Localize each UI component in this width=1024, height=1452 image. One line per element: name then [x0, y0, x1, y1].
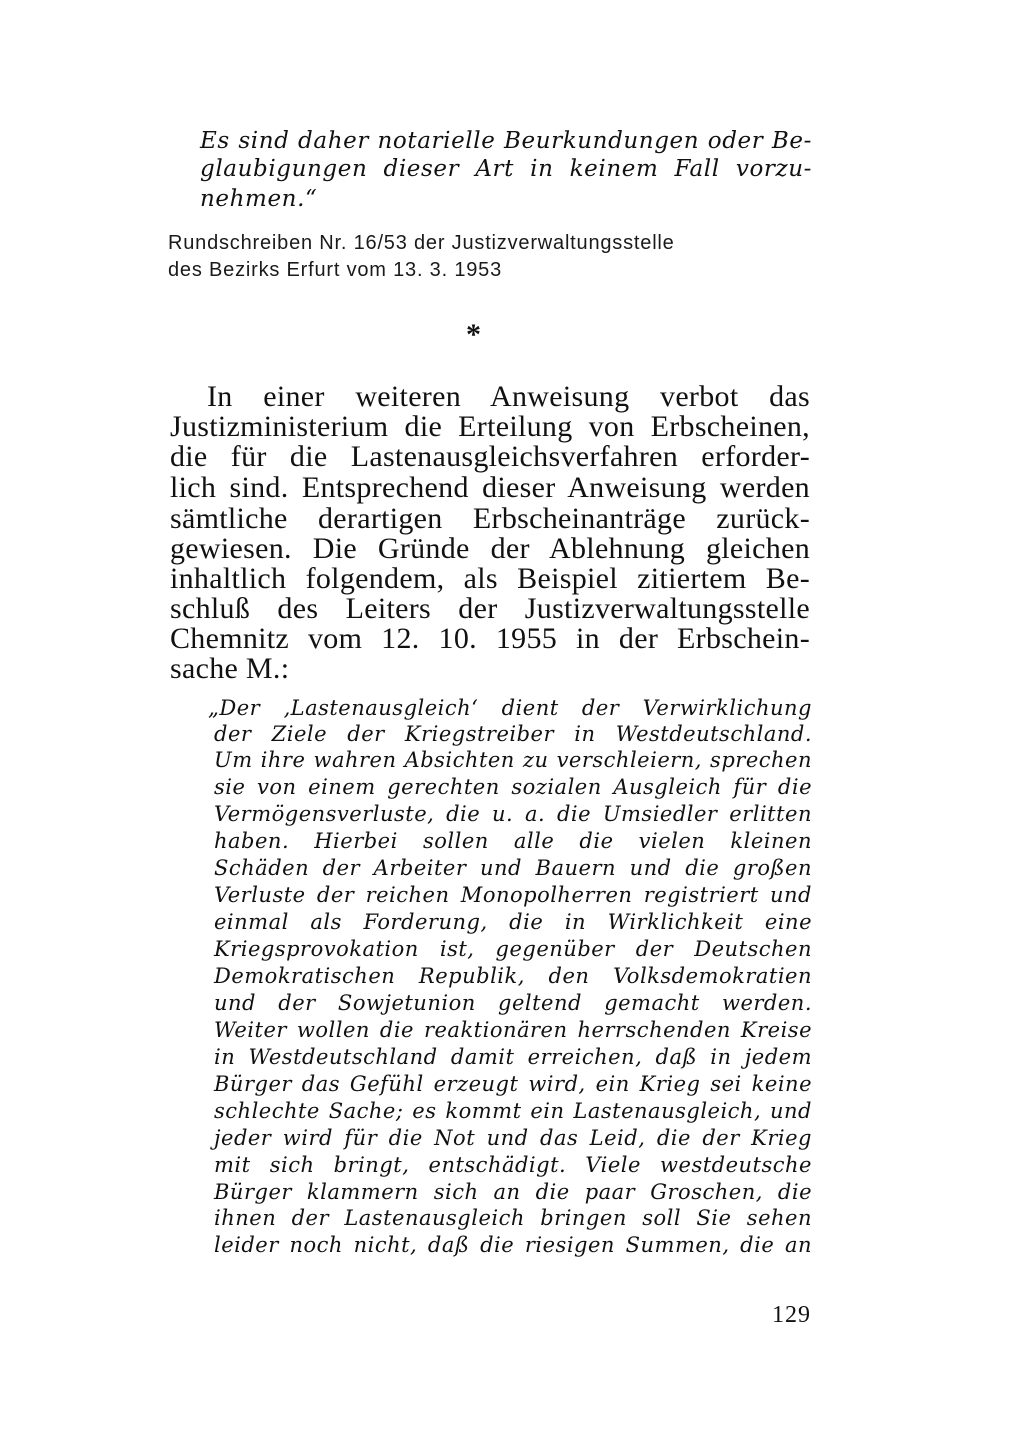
decision-quote-line: Vermögensverluste, die u. a. die Umsiedler erlitten	[214, 802, 812, 826]
decision-quote-line: in Westdeutschland damit erreichen, daß in jedem	[214, 1045, 812, 1069]
decision-quote-line: mit sich bringt, entschädigt. Viele westdeutsche	[214, 1153, 812, 1177]
section-separator: *	[466, 318, 481, 351]
main-paragraph-line: schluß des Leiters der Justizverwaltungsstelle	[170, 592, 810, 625]
decision-quote-line: Kriegsprovokation ist, gegenüber der Deutschen	[214, 937, 812, 961]
top-quote-line: nehmen.“	[200, 186, 318, 212]
main-paragraph-line: Justizministerium die Erteilung von Erbscheinen,	[170, 410, 810, 443]
main-paragraph-line: sämtliche derartigen Erbscheinanträge zurück-	[170, 502, 810, 535]
main-paragraph-line: die für die Lastenausgleichsverfahren erforder-	[170, 440, 810, 473]
main-paragraph-line: sache M.:	[170, 652, 290, 685]
decision-quote-line: der Ziele der Kriegstreiber in Westdeutschland.	[214, 722, 812, 746]
page-number: 129	[772, 1302, 811, 1328]
decision-quote-line: Um ihre wahren Absichten zu verschleiern, sprechen	[214, 748, 812, 772]
main-paragraph-line: lich sind. Entsprechend dieser Anweisung werden	[170, 471, 810, 504]
decision-quote-line: Demokratischen Republik, den Volksdemokratien	[214, 964, 812, 988]
main-paragraph-line: inhaltlich folgendem, als Beispiel zitiertem Be-	[170, 562, 810, 595]
decision-quote-line: schlechte Sache; es kommt ein Lastenausgleich, und	[214, 1099, 812, 1123]
decision-quote-line: Schäden der Arbeiter und Bauern und die großen	[214, 856, 812, 880]
decision-quote-line: Bürger klammern sich an die paar Groschen, die	[214, 1180, 812, 1204]
main-paragraph-line: Chemnitz vom 12. 10. 1955 in der Erbschein-	[170, 622, 810, 655]
decision-quote-line: und der Sowjetunion geltend gemacht werden.	[214, 991, 812, 1015]
decision-quote-line: haben. Hierbei sollen alle die vielen kleinen	[214, 829, 812, 853]
decision-quote-line: Verluste der reichen Monopolherren registriert und	[214, 883, 812, 907]
main-paragraph-line: In einer weiteren Anweisung verbot das	[207, 380, 810, 413]
decision-quote-line: jeder wird für die Not und das Leid, die der Krieg	[214, 1126, 812, 1150]
decision-quote-line: „Der ‚Lastenausgleich‘ dient der Verwirklichung	[208, 696, 812, 720]
decision-quote-line: sie von einem gerechten sozialen Ausgleich für die	[214, 775, 812, 799]
top-quote-line: Es sind daher notarielle Beurkundungen oder Be-	[200, 128, 812, 154]
decision-quote-line: Weiter wollen die reaktionären herrschenden Kreise	[214, 1018, 812, 1042]
decision-quote-line: Bürger das Gefühl erzeugt wird, ein Krieg sei keine	[214, 1072, 812, 1096]
decision-quote-line: einmal als Forderung, die in Wirklichkeit eine	[214, 910, 812, 934]
decision-quote-line: leider noch nicht, daß die riesigen Summen, die an	[214, 1233, 812, 1257]
top-quote-line: glaubigungen dieser Art in keinem Fall vorzu-	[200, 156, 812, 182]
main-paragraph-line: gewiesen. Die Gründe der Ablehnung gleichen	[170, 532, 810, 565]
source-citation-line: Rundschreiben Nr. 16/53 der Justizverwaltungsstelle	[168, 232, 675, 254]
source-citation-line: des Bezirks Erfurt vom 13. 3. 1953	[168, 259, 503, 281]
decision-quote-line: ihnen der Lastenausgleich bringen soll Sie sehen	[214, 1206, 812, 1230]
